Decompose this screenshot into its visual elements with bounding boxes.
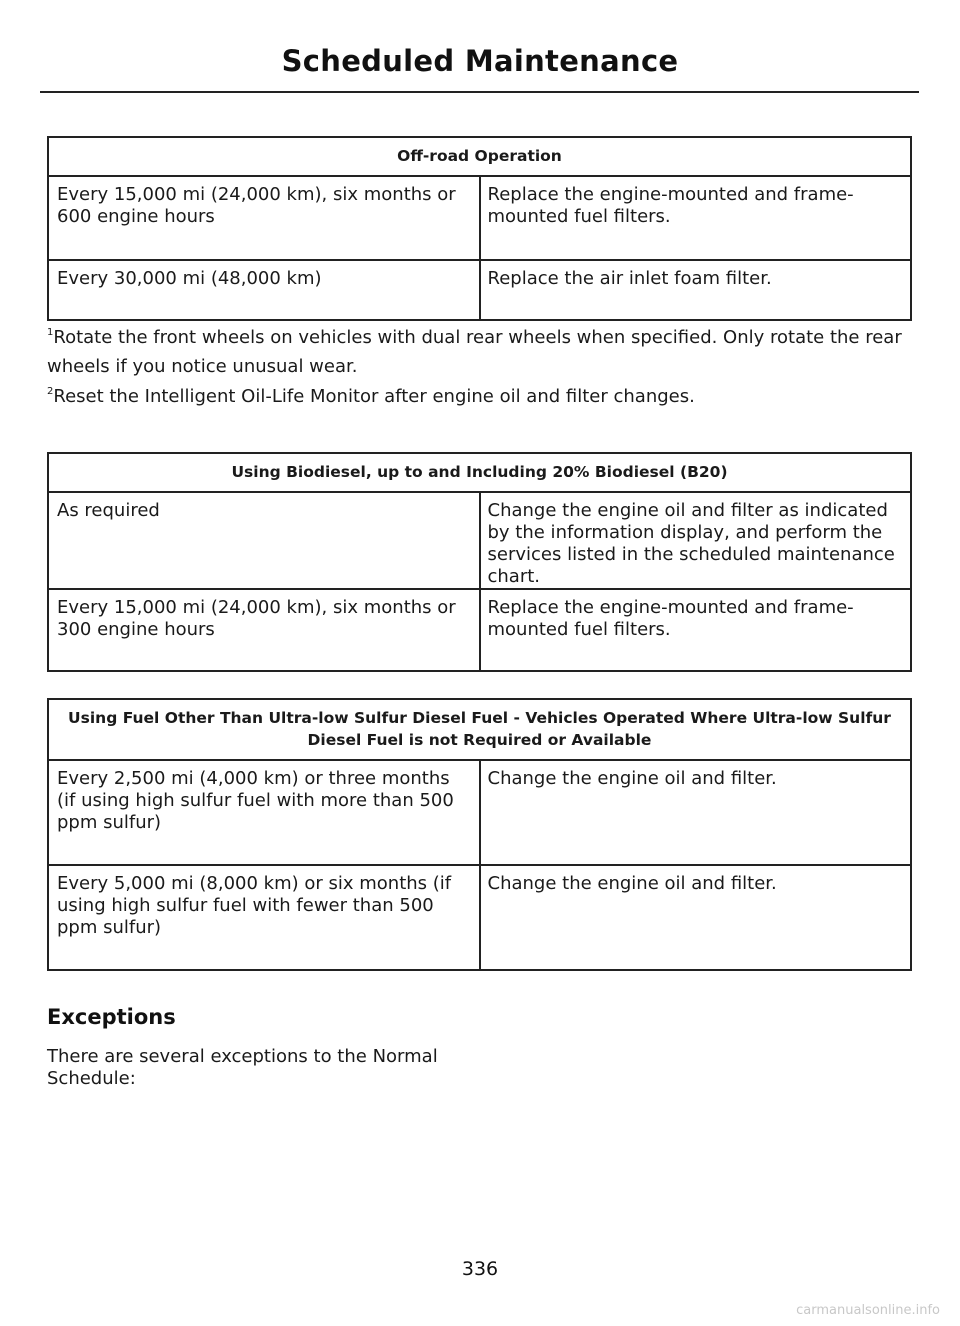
table-title: Using Fuel Other Than Ultra-low Sulfur Diesel Fuel - Vehicles Operated Where Ultra-low Sulfur Diesel Fuel is not Required or Available [48,699,911,760]
table-row [48,260,911,320]
watermark-text: carmanualsonline.info [796,1303,940,1318]
footnote-marker: 1 [47,327,54,338]
action-cell: Change the engine oil and filter. [480,865,912,970]
interval-cell: Every 5,000 mi (8,000 km) or six months (if using high sulfur fuel with fewer than 500 ppm sulfur) [48,865,480,970]
footnote-1 [47,323,912,381]
footnote-text: Reset the Intelligent Oil-Life Monitor after engine oil and filter changes. [53,386,695,407]
biodiesel-table [47,452,912,672]
interval-cell: Every 2,500 mi (4,000 km) or three months (if using high sulfur fuel with more than 500 ppm sulfur) [48,760,480,865]
exceptions-body: There are several exceptions to the Normal Schedule: [47,1046,438,1089]
table-row [48,760,911,865]
exceptions-heading: Exceptions [47,1005,176,1029]
interval-cell: Every 15,000 mi (24,000 km), six months or 600 engine hours [48,176,480,260]
table-row [48,176,911,260]
interval-cell: As required [48,492,480,589]
footnote-2 [47,382,912,411]
action-cell: Replace the engine-mounted and frame-mounted fuel filters. [480,589,912,671]
footnote-marker: 2 [47,386,54,397]
action-cell: Change the engine oil and filter as indicated by the information display, and perform the services listed in the scheduled maintenance chart. [480,492,912,589]
interval-cell: Every 30,000 mi (48,000 km) [48,260,480,320]
action-cell: Change the engine oil and filter. [480,760,912,865]
page-title: Scheduled Maintenance [281,44,679,78]
table-row [48,865,911,970]
table-title: Off-road Operation [48,137,911,176]
table-title: Using Biodiesel, up to and Including 20% Biodiesel (B20) [48,453,911,492]
action-cell: Replace the engine-mounted and frame-mounted fuel filters. [480,176,912,260]
header-divider [40,91,919,93]
table-row [48,589,911,671]
high-sulfur-fuel-table [47,698,912,971]
table-row [48,492,911,589]
action-cell: Replace the air inlet foam filter. [480,260,912,320]
off-road-operation-table [47,136,912,321]
interval-cell: Every 15,000 mi (24,000 km), six months or 300 engine hours [48,589,480,671]
page-number: 336 [461,1258,499,1280]
footnote-text: Rotate the front wheels on vehicles with dual rear wheels when specified. Only rotate the rear wheels if you notice unusual wear. [47,327,902,377]
